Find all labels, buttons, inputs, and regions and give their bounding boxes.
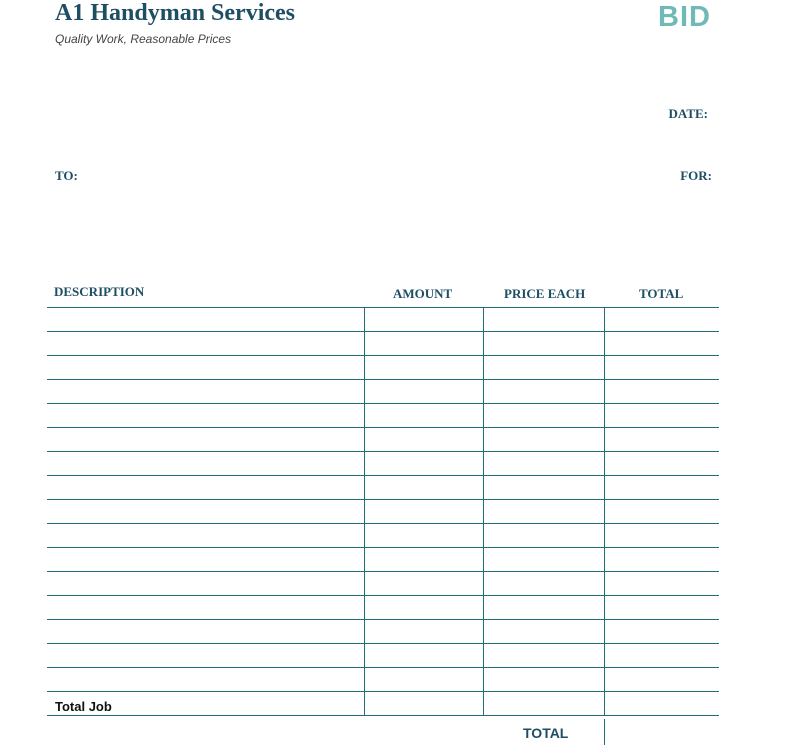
- description-cell[interactable]: [47, 428, 365, 452]
- description-cell[interactable]: [47, 548, 365, 572]
- price-each-cell[interactable]: [483, 524, 604, 548]
- amount-cell[interactable]: [365, 548, 483, 572]
- amount-cell[interactable]: [365, 308, 483, 332]
- amount-cell[interactable]: [365, 596, 483, 620]
- description-cell[interactable]: [47, 668, 365, 692]
- amount-cell[interactable]: [365, 428, 483, 452]
- line-items-body: [47, 308, 719, 716]
- total-cell[interactable]: [605, 524, 719, 548]
- description-cell[interactable]: [47, 452, 365, 476]
- table-row: [47, 404, 719, 428]
- amount-cell[interactable]: [365, 620, 483, 644]
- grand-total-label: TOTAL: [523, 725, 569, 741]
- table-row: [47, 668, 719, 692]
- price-each-cell[interactable]: [483, 404, 604, 428]
- description-cell[interactable]: [47, 476, 365, 500]
- price-each-cell[interactable]: [483, 620, 604, 644]
- description-cell[interactable]: [47, 572, 365, 596]
- total-cell[interactable]: [605, 452, 719, 476]
- total-job-price-cell[interactable]: [483, 692, 604, 716]
- price-each-cell[interactable]: [483, 644, 604, 668]
- total-cell[interactable]: [605, 476, 719, 500]
- table-row: [47, 476, 719, 500]
- total-cell[interactable]: [605, 404, 719, 428]
- amount-cell[interactable]: [365, 452, 483, 476]
- description-cell[interactable]: [47, 308, 365, 332]
- description-cell[interactable]: [47, 404, 365, 428]
- table-row: [47, 644, 719, 668]
- price-each-cell[interactable]: [483, 452, 604, 476]
- description-cell[interactable]: [47, 500, 365, 524]
- table-row: [47, 620, 719, 644]
- description-cell[interactable]: [47, 620, 365, 644]
- total-cell[interactable]: [605, 428, 719, 452]
- column-header-total: TOTAL: [639, 286, 684, 301]
- total-cell[interactable]: [605, 500, 719, 524]
- table-row: [47, 548, 719, 572]
- amount-cell[interactable]: [365, 356, 483, 380]
- price-each-cell[interactable]: [483, 428, 604, 452]
- amount-cell[interactable]: [365, 500, 483, 524]
- date-label: DATE:: [668, 106, 708, 121]
- total-cell[interactable]: [605, 308, 719, 332]
- description-cell[interactable]: [47, 524, 365, 548]
- table-row: [47, 428, 719, 452]
- price-each-cell[interactable]: [483, 308, 604, 332]
- price-each-cell[interactable]: [483, 332, 604, 356]
- total-cell[interactable]: [605, 668, 719, 692]
- amount-cell[interactable]: [365, 524, 483, 548]
- table-row: [47, 308, 719, 332]
- price-each-cell[interactable]: [483, 476, 604, 500]
- price-each-cell[interactable]: [483, 572, 604, 596]
- table-row: [47, 596, 719, 620]
- column-header-amount: AMOUNT: [393, 286, 453, 301]
- total-cell[interactable]: [605, 644, 719, 668]
- amount-cell[interactable]: [365, 668, 483, 692]
- price-each-cell[interactable]: [483, 356, 604, 380]
- to-label: TO:: [55, 168, 78, 183]
- total-job-row: [47, 692, 719, 716]
- description-cell[interactable]: [47, 644, 365, 668]
- price-each-cell[interactable]: [483, 500, 604, 524]
- company-name: A1 Handyman Services: [55, 0, 295, 26]
- table-row: [47, 380, 719, 404]
- total-cell[interactable]: [605, 380, 719, 404]
- description-cell[interactable]: [47, 380, 365, 404]
- company-tagline: Quality Work, Reasonable Prices: [55, 32, 232, 46]
- description-cell[interactable]: [47, 596, 365, 620]
- table-row: [47, 572, 719, 596]
- amount-cell[interactable]: [365, 380, 483, 404]
- total-cell[interactable]: [605, 596, 719, 620]
- price-each-cell[interactable]: [483, 380, 604, 404]
- table-row: [47, 356, 719, 380]
- table-row: [47, 500, 719, 524]
- total-cell[interactable]: [605, 356, 719, 380]
- amount-cell[interactable]: [365, 404, 483, 428]
- description-cell[interactable]: [47, 356, 365, 380]
- amount-cell[interactable]: [365, 476, 483, 500]
- total-cell[interactable]: [605, 548, 719, 572]
- for-label: FOR:: [680, 168, 712, 183]
- column-header-description: DESCRIPTION: [54, 284, 145, 299]
- table-row: [47, 452, 719, 476]
- column-header-price-each: PRICE EACH: [504, 286, 586, 301]
- price-each-cell[interactable]: [483, 548, 604, 572]
- amount-cell[interactable]: [365, 644, 483, 668]
- price-each-cell[interactable]: [483, 668, 604, 692]
- total-job-total-cell[interactable]: [605, 692, 719, 716]
- document-type-title: BID: [658, 1, 711, 33]
- amount-cell[interactable]: [365, 332, 483, 356]
- total-cell[interactable]: [605, 620, 719, 644]
- description-cell[interactable]: [47, 332, 365, 356]
- line-items-table: [47, 307, 719, 716]
- table-row: [47, 524, 719, 548]
- table-row: [47, 332, 719, 356]
- price-each-cell[interactable]: [483, 596, 604, 620]
- amount-cell[interactable]: [365, 572, 483, 596]
- total-job-label: Total Job: [55, 699, 112, 714]
- total-job-amount-cell[interactable]: [365, 692, 483, 716]
- total-cell[interactable]: [605, 572, 719, 596]
- grand-total-cell[interactable]: [604, 719, 720, 745]
- total-cell[interactable]: [605, 332, 719, 356]
